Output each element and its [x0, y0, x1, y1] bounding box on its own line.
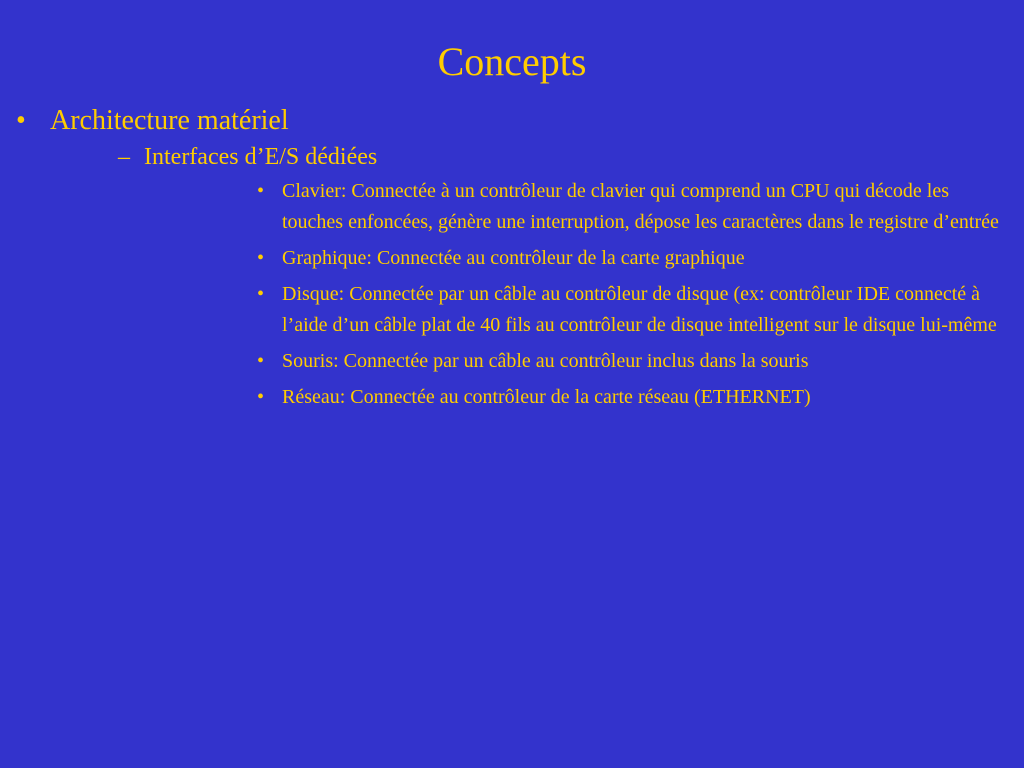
- list-item: [144, 382, 1024, 413]
- bullet-item-architecture: [0, 102, 1024, 413]
- bullet-dot-icon: •: [16, 105, 26, 136]
- bullet-list-level1: [0, 102, 1024, 418]
- bullet-text: Architecture matériel: [50, 105, 289, 136]
- bullet-dot-icon: •: [257, 386, 265, 408]
- bullet-dot-icon: •: [257, 247, 265, 269]
- list-item: [144, 279, 1024, 341]
- bullet-dot-icon: •: [257, 283, 265, 305]
- slide-title: Concepts: [437, 39, 587, 84]
- list-item-text: Clavier: Connectée à un contrôleur de clavier qui comprend un CPU qui décode les touches enfoncées, génère une interruption, dépose les caractères dans le registre d’entrée: [282, 180, 999, 233]
- bullet-text: Interfaces d’E/S dédiées: [144, 144, 378, 170]
- list-item: [144, 346, 1024, 377]
- list-item: [144, 243, 1024, 274]
- bullet-dot-icon: •: [257, 180, 265, 202]
- bullet-item-interfaces: [50, 140, 1024, 413]
- list-item-text: Disque: Connectée par un câble au contrôleur de disque (ex: contrôleur IDE connecté à l’aide d’un câble plat de 40 fils au contrôleur de disque intelligent sur le disque lui-même: [282, 283, 997, 336]
- list-item-text: Réseau: Connectée au contrôleur de la carte réseau (ETHERNET): [282, 386, 811, 408]
- bullet-dot-icon: •: [257, 350, 265, 372]
- dash-bullet-icon: –: [118, 144, 130, 170]
- list-item-text: Souris: Connectée par un câble au contrôleur inclus dans la souris: [282, 350, 809, 372]
- list-item: [144, 176, 1024, 238]
- list-item-text: Graphique: Connectée au contrôleur de la carte graphique: [282, 247, 745, 269]
- bullet-list-level2: [50, 140, 1024, 413]
- bullet-list-level3: [144, 176, 1024, 413]
